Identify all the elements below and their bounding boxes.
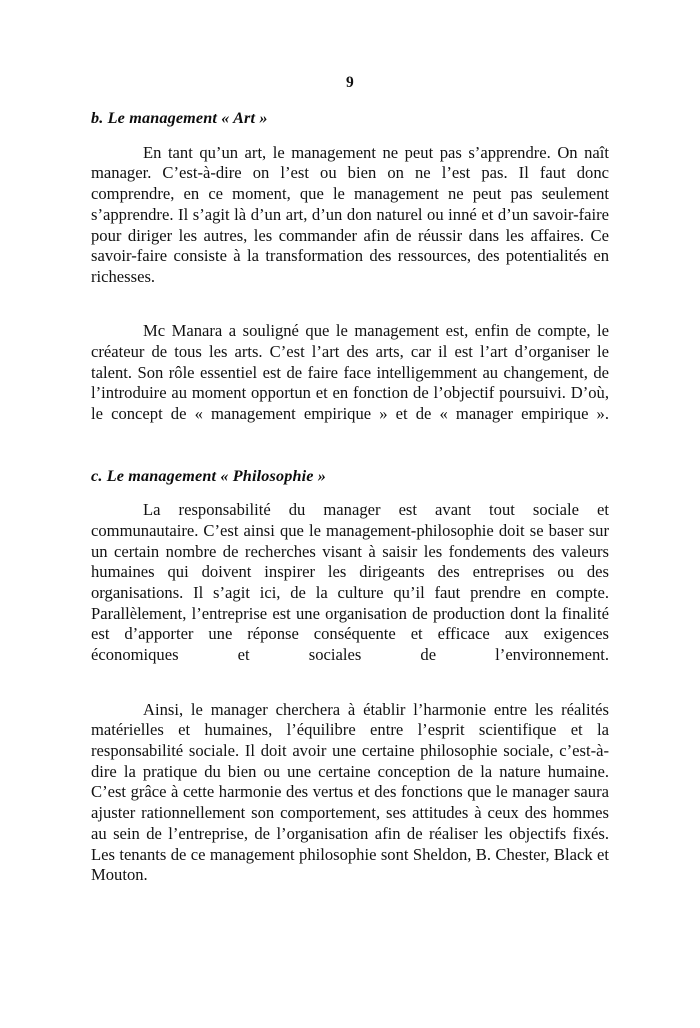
page-number: 9 [346, 74, 354, 91]
section-heading-b: b. Le management « Art » [91, 109, 268, 127]
paragraph: En tant qu’un art, le management ne peut pas s’apprendre. On naît manager. C’est-à-dire on l’est ou bien on ne l’est pas. Il faut donc comprendre, en ce moment, que le management ne peut pas seulement s’apprendre. Il s’agit là d’un art, d’un don naturel ou inné et d’un savoir-faire pour diriger les autres, les commander afin de réussir dans les affaires. Ce savoir-faire consiste à la transformation des ressources, des potentialités en richesses. [91, 142, 609, 286]
paragraph: Ainsi, le manager cherchera à établir l’harmonie entre les réalités matérielles et humaines, l’équilibre entre l’esprit scientifique et la responsabilité sociale. Il doit avoir une certaine philosophie sociale, c’est-à-dire la pratique du bien ou une certaine conception de la nature humaine. C’est grâce à cette harmonie des vertus et des fonctions que le manager saura ajuster rationnellement son comportement, ses attitudes à ceux des hommes au sein de l’entreprise, de l’organisation afin de réaliser les objectifs fixés. Les tenants de ce management philosophie sont Sheldon, B. Chester, Black et Mouton. [91, 699, 609, 885]
paragraph: Mc Manara a souligné que le management est, enfin de compte, le créateur de tous les arts. C’est l’art des arts, car il est l’art d’organiser le talent. Son rôle essentiel est de faire face intelligemment au changement, de l’introduire au moment opportun et en fonction de l’objectif poursuivi. D’où, le concept de « management empirique » et de « manager empirique ». [91, 321, 609, 424]
section-heading-c: c. Le management « Philosophie » [91, 466, 327, 485]
paragraph: La responsabilité du manager est avant tout sociale et communautaire. C’est ainsi que le management-philosophie doit se baser sur un certain nombre de recherches visant à saisir les fondements des valeurs humaines qui doivent inspirer les dirigeants des entreprises ou des organisations. Il s’agit ici, de la culture qu’il faut prendre en compte. Parallèlement, l’entreprise est une organisation de production dont la finalité est d’apporter une réponse conséquente et efficace aux exigences économiques et sociales de l’environnement. [91, 500, 609, 665]
text-column [91, 108, 609, 907]
